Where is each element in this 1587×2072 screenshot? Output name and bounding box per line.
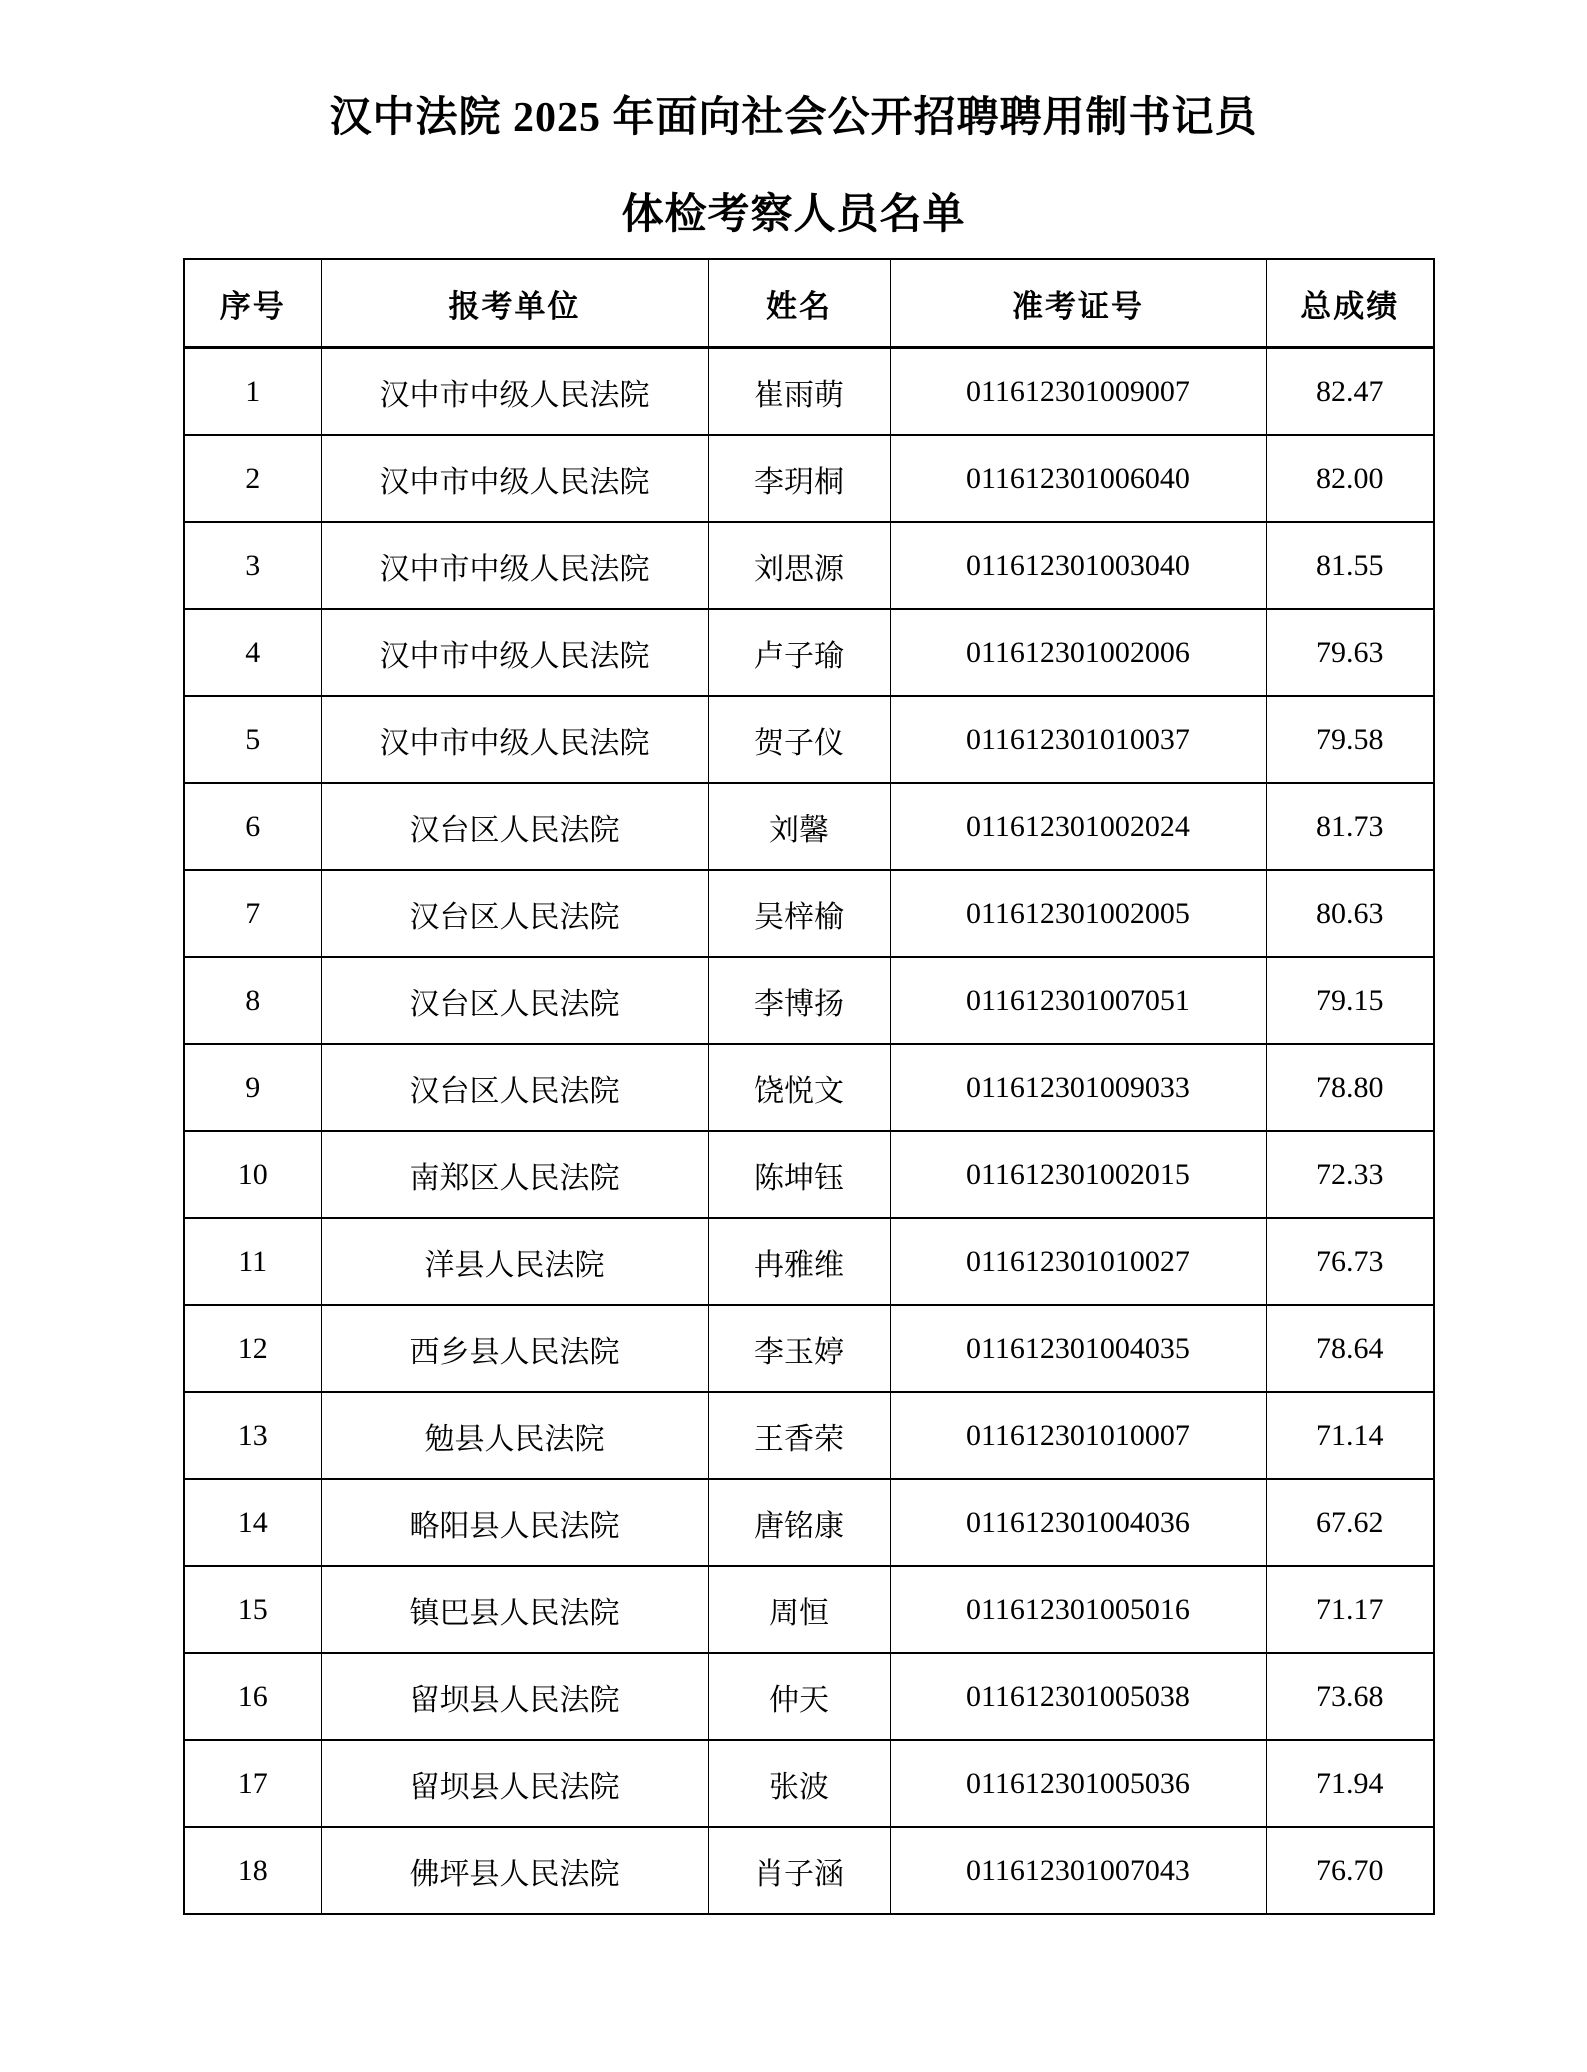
cell-score: 79.58 xyxy=(1266,696,1434,783)
cell-index: 8 xyxy=(184,957,321,1044)
cell-name: 周恒 xyxy=(708,1566,890,1653)
table-row xyxy=(184,957,1434,1044)
cell-score: 79.15 xyxy=(1266,957,1434,1044)
cell-unit: 南郑区人民法院 xyxy=(321,1131,708,1218)
cell-exam-number: 011612301009033 xyxy=(890,1044,1266,1131)
cell-score: 78.64 xyxy=(1266,1305,1434,1392)
cell-name: 卢子瑜 xyxy=(708,609,890,696)
cell-name: 贺子仪 xyxy=(708,696,890,783)
cell-score: 82.47 xyxy=(1266,348,1434,436)
cell-name: 唐铭康 xyxy=(708,1479,890,1566)
document-title-line2: 体检考察人员名单 xyxy=(621,192,966,238)
cell-score: 71.17 xyxy=(1266,1566,1434,1653)
cell-score: 72.33 xyxy=(1266,1131,1434,1218)
cell-exam-number: 011612301002015 xyxy=(890,1131,1266,1218)
cell-unit: 汉台区人民法院 xyxy=(321,870,708,957)
cell-exam-number: 011612301009007 xyxy=(890,348,1266,436)
cell-name: 崔雨萌 xyxy=(708,348,890,436)
cell-score: 80.63 xyxy=(1266,870,1434,957)
cell-unit: 勉县人民法院 xyxy=(321,1392,708,1479)
table-row xyxy=(184,1653,1434,1740)
cell-exam-number: 011612301002005 xyxy=(890,870,1266,957)
cell-score: 82.00 xyxy=(1266,435,1434,522)
cell-unit: 留坝县人民法院 xyxy=(321,1740,708,1827)
table-row xyxy=(184,609,1434,696)
cell-name: 李玥桐 xyxy=(708,435,890,522)
cell-unit: 汉中市中级人民法院 xyxy=(321,696,708,783)
cell-index: 7 xyxy=(184,870,321,957)
table-row xyxy=(184,1392,1434,1479)
cell-exam-number: 011612301004036 xyxy=(890,1479,1266,1566)
cell-index: 2 xyxy=(184,435,321,522)
cell-unit: 汉台区人民法院 xyxy=(321,957,708,1044)
cell-unit: 汉中市中级人民法院 xyxy=(321,435,708,522)
cell-unit: 佛坪县人民法院 xyxy=(321,1827,708,1914)
table-header-row xyxy=(184,259,1434,348)
cell-index: 15 xyxy=(184,1566,321,1653)
cell-exam-number: 011612301002024 xyxy=(890,783,1266,870)
cell-score: 67.62 xyxy=(1266,1479,1434,1566)
cell-name: 张波 xyxy=(708,1740,890,1827)
table-row xyxy=(184,783,1434,870)
cell-exam-number: 011612301005038 xyxy=(890,1653,1266,1740)
table-row xyxy=(184,522,1434,609)
table-row xyxy=(184,1218,1434,1305)
cell-name: 李博扬 xyxy=(708,957,890,1044)
table-row xyxy=(184,1131,1434,1218)
cell-name: 王香荣 xyxy=(708,1392,890,1479)
table-row xyxy=(184,1740,1434,1827)
cell-unit: 镇巴县人民法院 xyxy=(321,1566,708,1653)
cell-unit: 汉中市中级人民法院 xyxy=(321,348,708,436)
table-row xyxy=(184,1044,1434,1131)
cell-unit: 略阳县人民法院 xyxy=(321,1479,708,1566)
cell-index: 16 xyxy=(184,1653,321,1740)
cell-index: 5 xyxy=(184,696,321,783)
cell-exam-number: 011612301007043 xyxy=(890,1827,1266,1914)
cell-score: 71.14 xyxy=(1266,1392,1434,1479)
cell-exam-number: 011612301010007 xyxy=(890,1392,1266,1479)
cell-score: 76.73 xyxy=(1266,1218,1434,1305)
cell-index: 11 xyxy=(184,1218,321,1305)
cell-name: 刘馨 xyxy=(708,783,890,870)
cell-exam-number: 011612301010027 xyxy=(890,1218,1266,1305)
cell-index: 18 xyxy=(184,1827,321,1914)
cell-unit: 西乡县人民法院 xyxy=(321,1305,708,1392)
cell-index: 3 xyxy=(184,522,321,609)
cell-exam-number: 011612301005036 xyxy=(890,1740,1266,1827)
cell-exam-number: 011612301007051 xyxy=(890,957,1266,1044)
table-row xyxy=(184,1566,1434,1653)
cell-index: 10 xyxy=(184,1131,321,1218)
cell-index: 13 xyxy=(184,1392,321,1479)
cell-index: 6 xyxy=(184,783,321,870)
cell-exam-number: 011612301004035 xyxy=(890,1305,1266,1392)
cell-exam-number: 011612301005016 xyxy=(890,1566,1266,1653)
table-row xyxy=(184,348,1434,436)
cell-name: 刘思源 xyxy=(708,522,890,609)
cell-score: 73.68 xyxy=(1266,1653,1434,1740)
cell-index: 14 xyxy=(184,1479,321,1566)
cell-unit: 汉台区人民法院 xyxy=(321,1044,708,1131)
cell-index: 1 xyxy=(184,348,321,436)
cell-index: 9 xyxy=(184,1044,321,1131)
cell-unit: 汉中市中级人民法院 xyxy=(321,522,708,609)
header-index: 序号 xyxy=(184,259,321,348)
cell-exam-number: 011612301006040 xyxy=(890,435,1266,522)
cell-unit: 汉中市中级人民法院 xyxy=(321,609,708,696)
cell-exam-number: 011612301002006 xyxy=(890,609,1266,696)
cell-name: 肖子涵 xyxy=(708,1827,890,1914)
document-title-line1: 汉中法院 2025 年面向社会公开招聘聘用制书记员 xyxy=(329,95,1258,141)
cell-index: 12 xyxy=(184,1305,321,1392)
cell-exam-number: 011612301010037 xyxy=(890,696,1266,783)
cell-score: 76.70 xyxy=(1266,1827,1434,1914)
table-row xyxy=(184,1479,1434,1566)
cell-name: 李玉婷 xyxy=(708,1305,890,1392)
header-exam-number: 准考证号 xyxy=(890,259,1266,348)
table-row xyxy=(184,696,1434,783)
header-unit: 报考单位 xyxy=(321,259,708,348)
cell-unit: 洋县人民法院 xyxy=(321,1218,708,1305)
table-row xyxy=(184,870,1434,957)
cell-name: 吴梓榆 xyxy=(708,870,890,957)
cell-score: 79.63 xyxy=(1266,609,1434,696)
cell-score: 71.94 xyxy=(1266,1740,1434,1827)
table-row xyxy=(184,1305,1434,1392)
cell-name: 饶悦文 xyxy=(708,1044,890,1131)
cell-score: 81.55 xyxy=(1266,522,1434,609)
table-body xyxy=(184,348,1434,1915)
cell-exam-number: 011612301003040 xyxy=(890,522,1266,609)
cell-index: 4 xyxy=(184,609,321,696)
cell-unit: 留坝县人民法院 xyxy=(321,1653,708,1740)
cell-score: 81.73 xyxy=(1266,783,1434,870)
cell-unit: 汉台区人民法院 xyxy=(321,783,708,870)
header-total-score: 总成绩 xyxy=(1266,259,1434,348)
cell-name: 冉雅维 xyxy=(708,1218,890,1305)
roster-table xyxy=(183,258,1435,1915)
table-row xyxy=(184,1827,1434,1914)
cell-name: 仲天 xyxy=(708,1653,890,1740)
cell-index: 17 xyxy=(184,1740,321,1827)
cell-name: 陈坤钰 xyxy=(708,1131,890,1218)
table-row xyxy=(184,435,1434,522)
cell-score: 78.80 xyxy=(1266,1044,1434,1131)
header-name: 姓名 xyxy=(708,259,890,348)
